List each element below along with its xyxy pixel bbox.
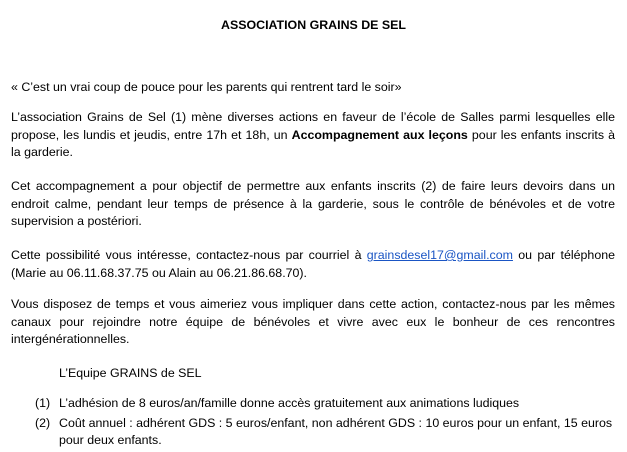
footnote-text: Coût annuel : adhérent GDS : 5 euros/enfant, non adhérent GDS : 10 euros pour un enfant, 15 euros pour deux enfants. [59, 415, 613, 447]
document-title: ASSOCIATION GRAINS DE SEL [221, 18, 406, 32]
signature: L’Equipe GRAINS de SEL [59, 366, 202, 380]
footnote-number: (2) [35, 415, 51, 430]
footnote-item [35, 395, 615, 413]
footnotes-list [35, 395, 615, 452]
purpose-paragraph: Cet accompagnement a pour objectif de permettre aux enfants inscrits (2) de faire leurs devoirs dans un endroit calme, pendant leur temps de présence à la garderie, sous le contrôle de bénévoles et de votre supervision a postériori. [11, 179, 615, 228]
quote-paragraph: « C’est un vrai coup de pouce pour les parents qui rentrent tard le soir» [11, 80, 402, 94]
footnote-text: L’adhésion de 8 euros/an/famille donne accès gratuitement aux animations ludiques [59, 396, 520, 410]
email-link[interactable]: grainsdesel17@gmail.com [366, 248, 513, 262]
contact-paragraph [11, 247, 615, 282]
intro-bold-text: Accompagnement aux leçons [291, 127, 468, 142]
intro-text-end: pour les enfants inscrits à la garderie. [11, 127, 615, 159]
intro-paragraph [11, 109, 615, 162]
contact-text-end: ou par téléphone (Marie au 06.11.68.37.75 ou Alain au 06.21.86.68.70). [11, 248, 615, 280]
footnote-item [35, 415, 615, 450]
intro-text-start: L’association Grains de Sel (1) mène diverses actions en faveur de l’école de Salles parmi lesquelles elle propose, les lundis et jeudis, entre 17h et 18h, un [11, 110, 615, 142]
footnote-number: (1) [35, 396, 51, 410]
volunteer-paragraph: Vous disposez de temps et vous aimeriez vous impliquer dans cette action, contactez-nous par les mêmes canaux pour rejoindre notre équipe de bénévoles et vivre avec eux le bonheur de ces rencontres intergénérationnelles. [11, 297, 615, 346]
contact-text-start: Cette possibilité vous intéresse, contactez-nous par courriel à [11, 248, 367, 262]
